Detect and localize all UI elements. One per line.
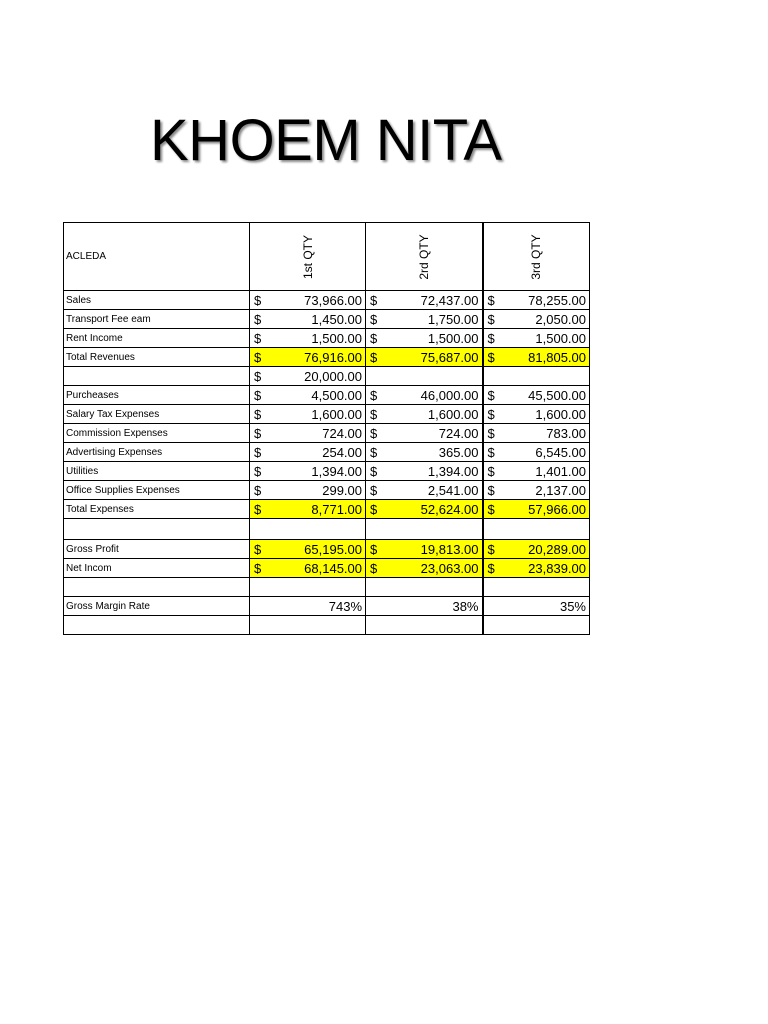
cell-value: 76,916.00 (304, 349, 362, 365)
cell-rent-q3[interactable] (483, 329, 590, 348)
cell-utilities-q1[interactable] (250, 462, 366, 481)
currency-symbol: $ (370, 501, 378, 517)
cell-office-supplies-q1[interactable] (250, 481, 366, 500)
cell-value: 1,500.00 (311, 330, 362, 346)
empty-cell[interactable] (64, 578, 250, 597)
currency-symbol: $ (254, 482, 262, 498)
currency-symbol: $ (254, 560, 262, 576)
cell-value: 6,545.00 (535, 444, 586, 460)
cell-total-revenues-q1[interactable] (250, 348, 366, 367)
empty-cell[interactable] (250, 519, 366, 540)
row-transport (64, 310, 590, 329)
currency-symbol: $ (487, 482, 495, 498)
cell-value: 45,500.00 (528, 387, 586, 403)
cell-value: 299.00 (322, 482, 362, 498)
cell-value: 254.00 (322, 444, 362, 460)
cell-salary-tax-q2[interactable] (366, 405, 483, 424)
cell-purchases-q1[interactable] (250, 386, 366, 405)
cell-value: 2,050.00 (535, 311, 586, 327)
row-label-net-income[interactable]: Net Incom (64, 559, 250, 578)
currency-symbol: $ (370, 463, 378, 479)
cell-value: 8,771.00 (311, 501, 362, 517)
row-label-gross-profit[interactable]: Gross Profit (64, 540, 250, 559)
cell-total-revenues-q2[interactable] (366, 348, 483, 367)
cell-total-expenses-q1[interactable] (250, 500, 366, 519)
cell-value: 2,541.00 (427, 482, 479, 498)
cell-gross-margin-q1[interactable]: 743% (250, 597, 366, 616)
cell-unlabeled-q1[interactable] (250, 367, 366, 386)
cell-office-supplies-q3[interactable] (483, 481, 590, 500)
cell-value: 19,813.00 (420, 541, 479, 557)
currency-symbol: $ (254, 311, 262, 327)
cell-transport-q1[interactable] (250, 310, 366, 329)
cell-value: 1,600.00 (311, 406, 362, 422)
currency-symbol: $ (370, 330, 378, 346)
row-label-transport[interactable]: Transport Fee eam (64, 310, 250, 329)
cell-net-income-q2[interactable] (366, 559, 483, 578)
cell-value: 20,000.00 (304, 368, 362, 384)
currency-symbol: $ (370, 541, 378, 557)
cell-office-supplies-q2[interactable] (366, 481, 483, 500)
cell-net-income-q3[interactable] (483, 559, 590, 578)
cell-value: 78,255.00 (528, 292, 586, 308)
row-label-utilities[interactable]: Utilities (64, 462, 250, 481)
cell-sales-q3[interactable] (483, 291, 590, 310)
cell-gross-profit-q2[interactable] (366, 540, 483, 559)
currency-symbol: $ (370, 425, 378, 441)
currency-symbol: $ (254, 406, 262, 422)
cell-value: 1,500.00 (535, 330, 586, 346)
cell-value: 1,394.00 (311, 463, 362, 479)
blank-row-2 (64, 578, 590, 597)
row-rent (64, 329, 590, 348)
cell-transport-q3[interactable] (483, 310, 590, 329)
currency-symbol: $ (487, 541, 495, 557)
cell-value: 724.00 (322, 425, 362, 441)
cell-value: 1,500.00 (427, 330, 479, 346)
row-label-gross-margin[interactable]: Gross Margin Rate (64, 597, 250, 616)
cell-commission-q2[interactable] (366, 424, 483, 443)
cell-advertising-q3[interactable] (483, 443, 590, 462)
currency-symbol: $ (370, 406, 378, 422)
cell-value: 57,966.00 (528, 501, 586, 517)
cell-salary-tax-q1[interactable] (250, 405, 366, 424)
currency-symbol: $ (487, 501, 495, 517)
currency-symbol: $ (487, 387, 495, 403)
row-total-expenses (64, 500, 590, 519)
cell-value: 1,394.00 (427, 463, 479, 479)
cell-total-expenses-q3[interactable] (483, 500, 590, 519)
row-label-office-supplies[interactable]: Office Supplies Expenses (64, 481, 250, 500)
currency-symbol: $ (254, 292, 262, 308)
cell-transport-q2[interactable] (366, 310, 483, 329)
cell-unlabeled-q2[interactable] (366, 367, 483, 386)
currency-symbol: $ (487, 425, 495, 441)
row-label-total-expenses[interactable]: Total Expenses (64, 500, 250, 519)
currency-symbol: $ (370, 482, 378, 498)
page-title: KHOEM NITA (150, 108, 502, 173)
row-label-rent[interactable]: Rent Income (64, 329, 250, 348)
empty-cell[interactable] (483, 616, 590, 635)
currency-symbol: $ (370, 292, 378, 308)
cell-value: 1,750.00 (427, 311, 479, 327)
row-label-commission[interactable]: Commission Expenses (64, 424, 250, 443)
currency-symbol: $ (254, 541, 262, 557)
header-row (64, 223, 590, 291)
currency-symbol: $ (487, 311, 495, 327)
cell-value: 1,600.00 (535, 406, 586, 422)
column-header-3rd-qty[interactable]: 3rd QTY (483, 223, 590, 291)
currency-symbol: $ (254, 425, 262, 441)
cell-value: 52,624.00 (420, 501, 479, 517)
cell-total-revenues-q3[interactable] (483, 348, 590, 367)
row-sales (64, 291, 590, 310)
currency-symbol: $ (487, 330, 495, 346)
row-commission (64, 424, 590, 443)
cell-commission-q1[interactable] (250, 424, 366, 443)
currency-symbol: $ (487, 406, 495, 422)
blank-row-3 (64, 616, 590, 635)
cell-value: 20,289.00 (528, 541, 586, 557)
cell-unlabeled-q3[interactable] (483, 367, 590, 386)
cell-rent-q2[interactable] (366, 329, 483, 348)
cell-net-income-q1[interactable] (250, 559, 366, 578)
cell-utilities-q3[interactable] (483, 462, 590, 481)
cell-value: 724.00 (438, 425, 479, 441)
row-gross-profit (64, 540, 590, 559)
income-statement-table (63, 222, 590, 635)
cell-value: 1,450.00 (311, 311, 362, 327)
currency-symbol: $ (370, 349, 378, 365)
cell-total-expenses-q2[interactable] (366, 500, 483, 519)
empty-cell[interactable] (250, 578, 366, 597)
cell-value: 73,966.00 (304, 292, 362, 308)
cell-value: 1,401.00 (535, 463, 586, 479)
cell-gross-profit-q1[interactable] (250, 540, 366, 559)
corner-label: ACLEDA (64, 223, 250, 291)
cell-value: 783.00 (546, 425, 586, 441)
empty-cell[interactable] (250, 616, 366, 635)
row-office-supplies (64, 481, 590, 500)
row-label-advertising[interactable]: Advertising Expenses (64, 443, 250, 462)
row-label-sales[interactable]: Sales (64, 291, 250, 310)
currency-symbol: $ (254, 463, 262, 479)
currency-symbol: $ (370, 560, 378, 576)
cell-value: 75,687.00 (420, 349, 479, 365)
currency-symbol: $ (370, 311, 378, 327)
cell-advertising-q2[interactable] (366, 443, 483, 462)
currency-symbol: $ (487, 292, 495, 308)
column-header-1st-qty[interactable]: 1st QTY (250, 223, 366, 291)
cell-gross-margin-q2[interactable]: 38% (366, 597, 483, 616)
empty-cell[interactable] (366, 519, 483, 540)
row-net-income (64, 559, 590, 578)
cell-purchases-q3[interactable] (483, 386, 590, 405)
empty-cell[interactable] (366, 578, 483, 597)
cell-value: 46,000.00 (420, 387, 479, 403)
currency-symbol: $ (254, 330, 262, 346)
currency-symbol: $ (370, 387, 378, 403)
cell-gross-margin-q3[interactable]: 35% (483, 597, 590, 616)
row-unlabeled (64, 367, 590, 386)
currency-symbol: $ (254, 501, 262, 517)
cell-rent-q1[interactable] (250, 329, 366, 348)
cell-value: 2,137.00 (535, 482, 586, 498)
cell-value: 65,195.00 (304, 541, 362, 557)
cell-value: 72,437.00 (420, 292, 479, 308)
currency-symbol: $ (254, 349, 262, 365)
row-label-total-revenues[interactable]: Total Revenues (64, 348, 250, 367)
row-total-revenues (64, 348, 590, 367)
row-salary-tax (64, 405, 590, 424)
column-header-2rd-qty[interactable]: 2rd QTY (366, 223, 483, 291)
empty-cell[interactable] (64, 616, 250, 635)
cell-gross-profit-q3[interactable] (483, 540, 590, 559)
row-gross-margin (64, 597, 590, 616)
cell-value: 4,500.00 (311, 387, 362, 403)
currency-symbol: $ (487, 463, 495, 479)
cell-value: 23,063.00 (420, 560, 479, 576)
cell-value: 365.00 (438, 444, 479, 460)
cell-advertising-q1[interactable] (250, 443, 366, 462)
row-utilities (64, 462, 590, 481)
row-label-unlabeled[interactable] (64, 367, 250, 386)
cell-utilities-q2[interactable] (366, 462, 483, 481)
empty-cell[interactable] (483, 519, 590, 540)
currency-symbol: $ (487, 349, 495, 365)
currency-symbol: $ (370, 444, 378, 460)
cell-value: 68,145.00 (304, 560, 362, 576)
cell-salary-tax-q3[interactable] (483, 405, 590, 424)
currency-symbol: $ (254, 387, 262, 403)
currency-symbol: $ (254, 444, 262, 460)
currency-symbol: $ (487, 444, 495, 460)
cell-commission-q3[interactable] (483, 424, 590, 443)
cell-value: 23,839.00 (528, 560, 586, 576)
currency-symbol: $ (487, 560, 495, 576)
row-purchases (64, 386, 590, 405)
empty-cell[interactable] (64, 519, 250, 540)
cell-sales-q1[interactable] (250, 291, 366, 310)
currency-symbol: $ (254, 368, 262, 384)
empty-cell[interactable] (366, 616, 483, 635)
empty-cell[interactable] (483, 578, 590, 597)
row-label-salary-tax[interactable]: Salary Tax Expenses (64, 405, 250, 424)
row-label-purchases[interactable]: Purcheases (64, 386, 250, 405)
row-advertising (64, 443, 590, 462)
cell-purchases-q2[interactable] (366, 386, 483, 405)
cell-value: 1,600.00 (427, 406, 479, 422)
blank-row-1 (64, 519, 590, 540)
cell-value: 81,805.00 (528, 349, 586, 365)
cell-sales-q2[interactable] (366, 291, 483, 310)
